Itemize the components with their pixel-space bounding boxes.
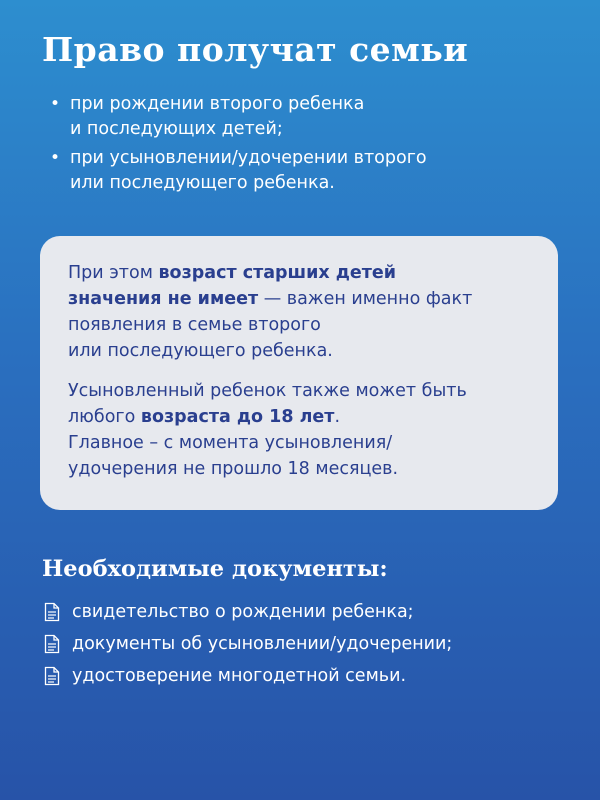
text: Главное – с момента усыновления/ (68, 433, 393, 453)
text: любого (68, 407, 141, 427)
text: . (334, 407, 341, 427)
info-paragraph (68, 260, 532, 364)
text: или последующего ребенка. (68, 341, 333, 361)
info-card (40, 236, 558, 510)
list-item (44, 596, 574, 628)
bullet-icon: • (50, 94, 61, 114)
eligibility-list (46, 92, 566, 200)
text: При этом (68, 263, 159, 283)
documents-list (44, 596, 574, 692)
bold-text: значения не имеет (68, 289, 259, 309)
list-item (44, 628, 574, 660)
bullet-line: и последующих детей; (70, 119, 283, 139)
text: Усыновленный ребенок также может быть (68, 381, 467, 401)
list-item (46, 92, 566, 142)
bullet-line: при усыновлении/удочерении второго (70, 148, 427, 168)
bullet-line: или последующего ребенка. (70, 173, 335, 193)
document-icon (44, 602, 60, 622)
documents-heading: Необходимые документы: (42, 556, 388, 582)
document-item-text: свидетельство о рождении ребенка; (72, 602, 414, 622)
list-item (46, 146, 566, 196)
document-icon (44, 666, 60, 686)
document-item-text: документы об усыновлении/удочерении; (72, 634, 453, 654)
bullet-icon: • (50, 148, 61, 168)
document-icon (44, 634, 60, 654)
page-title: Право получат семьи (42, 30, 469, 69)
list-item (44, 660, 574, 692)
bold-text: возраст старших детей (158, 263, 397, 283)
text: появления в семье второго (68, 315, 321, 335)
info-paragraph (68, 378, 532, 482)
text: — важен именно факт (258, 289, 473, 309)
bold-text: возраста до 18 лет (140, 407, 335, 427)
document-item-text: удостоверение многодетной семьи. (72, 666, 407, 686)
text: удочерения не прошло 18 месяцев. (68, 459, 399, 479)
bullet-line: при рождении второго ребенка (70, 94, 365, 114)
